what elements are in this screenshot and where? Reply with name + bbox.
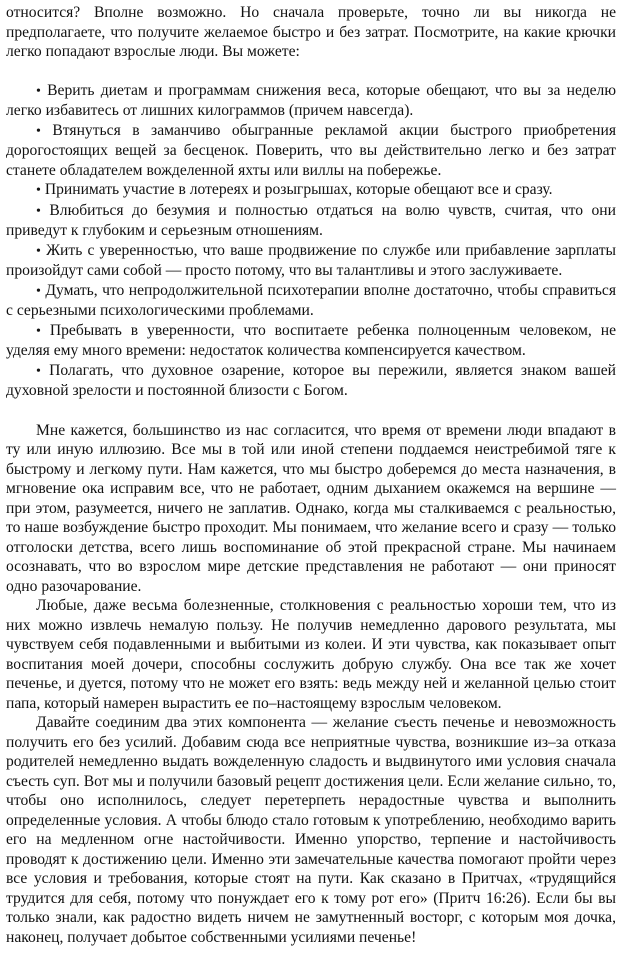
body-paragraph: Любые, даже весьма болезненные, столкновения с реальностью хороши тем, что из них можно извлечь немалую пользу. Не получив немедленно дарового результата, мы чувствуем себя подавленными и выбитыми из колеи. И эти чувства, как показывает опыт воспитания моей дочери, способны сослужить добрую службу. Она все так же хочет печенье, и дуется, потому что не может его взять: ведь между ней и желанной целью стоит папа, который намерен вырастить ее по–настоящему взрослым человеком. (6, 597, 616, 712)
list-item-text: Верить диетам и программам снижения веса, которые обещают, что вы за неделю легко избавитесь от лишних килограммов (причем навсегда). (6, 81, 616, 119)
list-item-text: Жить с уверенностью, что ваше продвижение по службе или прибавление зарплаты произойдут сами собой — просто потому, что вы талантливы и этого заслуживаете. (6, 241, 616, 279)
list-item-text: Принимать участие в лотереях и розыгрышах, которые обещают все и сразу. (44, 181, 553, 198)
list-item (6, 201, 616, 241)
bullet-icon: • (36, 82, 41, 99)
list-item (6, 180, 616, 201)
list-item-text: Пребывать в уверенности, что воспитаете ребенка полноценным человеком, не уделяя ему много времени: недостаток количества компенсируется качеством. (6, 321, 616, 359)
body-paragraph: Давайте соединим два этих компонента — желание съесть печенье и невозможность получить его без усилий. Добавим сюда все неприятные чувства, возникшие из–за отказа родителей немедленно выдать вожделенную сладость и выдвинутого ими условия сначала съесть суп. Вот мы и получили базовый рецепт достижения цели. Если желание сильно, то, чтобы оно исполнилось, следует перетерпеть нерадостные чувства и выполнить определенные условия. А чтобы блюдо стало готовым к употреблению, необходимо варить его на медленном огне настойчивости. Именно упорство, терпение и настойчивость проводят к достижению цели. Именно эти замечательные качества помогают пройти через все условия и требования, которые стоят на пути. Как сказано в Притчах, «трудящийся трудится для себя, потому что понуждает его к тому рот его» (Притч 16:26). Если бы вы только знали, как радостно видеть ничем не замутненный восторг, с которым моя дочка, наконец, получает добытое собственными усилиями печенье! (6, 714, 616, 946)
bullet-icon: • (36, 122, 41, 139)
list-item (6, 281, 616, 321)
bullet-icon: • (36, 282, 41, 299)
bullet-list (6, 81, 616, 401)
list-item (6, 361, 616, 401)
paragraph-gap (6, 401, 616, 421)
list-item (6, 241, 616, 281)
list-item-text: Думать, что непродолжительной психотерапии вполне достаточно, чтобы справиться с серьезными психологическими проблемами. (6, 281, 616, 319)
bullet-icon: • (36, 202, 41, 219)
bullet-icon: • (36, 362, 41, 379)
list-item-text: Втянуться в заманчиво обыгранные рекламой акции быстрого приобретения дорогостоящих вещей за бесценок. Поверить, что вы действительно легко и без затрат станете обладателем вожделенной яхты или виллы на побережье. (6, 121, 616, 179)
list-item (6, 321, 616, 361)
intro-paragraph: относится? Вполне возможно. Но сначала проверьте, точно ли вы никогда не предполагаете, что получите желаемое быстро и без затрат. Посмотрите, на какие крючки легко попадают взрослые люди. Вы можете: (6, 4, 616, 60)
body-paragraph: Мне кажется, большинство из нас согласится, что время от времени люди впадают в ту или иную иллюзию. Все мы в той или иной степени поддаемся неистребимой тяге к быстрому и легкому пути. Нам кажется, что мы быстро доберемся до места назначения, в мгновение ока исправим все, что не работает, одним дыханием окажемся на вершине — при этом, разумеется, ничего не заплатив. Однако, когда мы сталкиваемся с реальностью, то наше возбуждение быстро проходит. Мы понимаем, что желание всего и сразу — только отголоски детства, всего лишь воспоминание об этой прекрасной стране. Мы начинаем осознавать, что во взрослом мире детские представления не работают — они приносят одно разочарование. (6, 421, 616, 595)
list-item-text: Влюбиться до безумия и полностью отдаться на волю чувств, считая, что они приведут к глубоким и серьезным отношениям. (6, 201, 616, 239)
bullet-icon: • (36, 322, 41, 339)
list-item (6, 81, 616, 121)
list-item-text: Полагать, что духовное озарение, которое вы пережили, является знаком вашей духовной зрелости и постоянной близости с Богом. (6, 361, 616, 399)
bullet-icon: • (36, 182, 41, 198)
list-item (6, 121, 616, 181)
bullet-icon: • (36, 242, 41, 259)
